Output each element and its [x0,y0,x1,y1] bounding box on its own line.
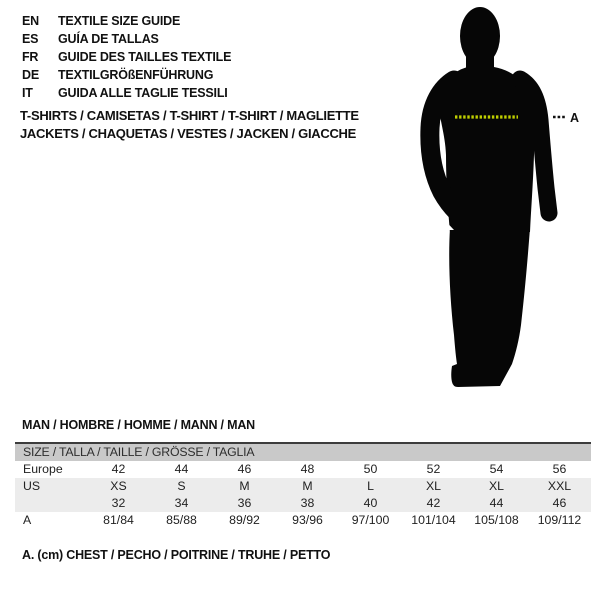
size-cell: 42 [426,496,441,510]
size-cell: XL [425,479,442,493]
row-label [15,495,87,512]
size-cell: 46 [552,496,567,510]
size-cell: 105/108 [474,513,519,527]
language-code: EN [22,14,39,28]
category-jackets: JACKETS / CHAQUETAS / VESTES / JACKEN / GIACCHE [20,126,356,141]
language-row-es [22,30,231,48]
man-silhouette-figure [410,0,600,400]
garment-categories [20,107,359,143]
size-cell: 89/92 [229,513,260,527]
language-code: DE [22,68,39,82]
language-row-fr [22,48,231,66]
language-title: TEXTILE SIZE GUIDE [58,14,181,28]
category-tshirts: T-SHIRTS / CAMISETAS / T-SHIRT / T-SHIRT / MAGLIETTE [20,108,359,123]
size-cell: 56 [552,462,567,476]
size-cell: 54 [489,462,504,476]
language-legend [22,12,231,102]
size-cell: 42 [111,462,126,476]
size-cell: 81/84 [103,513,134,527]
size-cell: M [239,479,250,493]
table-row-chest-a [15,512,591,529]
size-cell: XXL [547,479,572,493]
size-cell: 97/100 [351,513,390,527]
table-row-europe [15,461,591,478]
row-label: A [23,513,32,527]
size-cell: XS [110,479,127,493]
size-cell: 85/88 [166,513,197,527]
language-row-en [22,12,231,30]
size-cell: S [177,479,186,493]
size-cell: 44 [174,462,189,476]
size-cell: 38 [300,496,315,510]
man-silhouette-icon [410,0,600,400]
table-row-us-numeric [15,495,591,512]
size-cell: 109/112 [537,513,582,527]
language-title: TEXTILGRÖßENFÜHRUNG [58,68,214,82]
row-label: US [23,479,41,493]
section-title-man: MAN / HOMBRE / HOMME / MANN / MAN [22,418,255,432]
size-cell: 34 [174,496,189,510]
size-cell: M [302,479,313,493]
size-cell: 52 [426,462,441,476]
language-code: ES [22,32,39,46]
table-row-us [15,478,591,495]
size-cell: 40 [363,496,378,510]
size-cell: 32 [111,496,126,510]
language-title: GUÍA DE TALLAS [58,32,159,46]
size-cell: 48 [300,462,315,476]
size-cell: 50 [363,462,378,476]
size-table-header: SIZE / TALLA / TAILLE / GRÖSSE / TAGLIA [15,444,591,461]
language-code: FR [22,50,39,64]
size-cell: 36 [237,496,252,510]
language-title: GUIDA ALLE TAGLIE TESSILI [58,86,228,100]
measurement-footnote: A. (cm) CHEST / PECHO / POITRINE / TRUHE / PETTO [22,548,331,562]
size-cell: 46 [237,462,252,476]
language-title: GUIDE DES TAILLES TEXTILE [58,50,232,64]
size-cell: 93/96 [292,513,323,527]
language-code: IT [22,86,33,100]
size-cell: L [367,479,374,493]
language-row-it [22,84,231,102]
size-cell: 101/104 [411,513,456,527]
row-label: Europe [23,462,63,476]
language-row-de [22,66,231,84]
measurement-label-a: A [570,111,580,125]
size-cell: XL [488,479,505,493]
size-table [15,442,591,529]
size-cell: 44 [489,496,504,510]
